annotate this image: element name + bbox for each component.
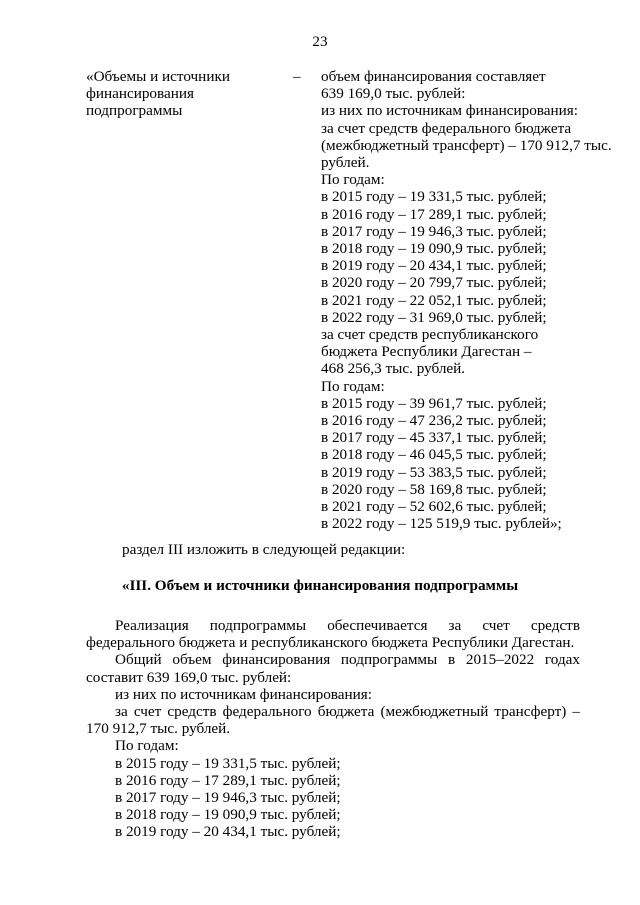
- passport-value-line: в 2020 году – 20 799,7 тыс. рублей;: [321, 274, 547, 292]
- passport-dash: –: [293, 68, 301, 85]
- paragraph-line: составит 639 169,0 тыс. рублей:: [86, 668, 292, 686]
- section-body: [86, 617, 580, 841]
- passport-label-line: «Объемы и источники: [86, 68, 230, 85]
- passport-value-line: (межбюджетный трансферт) – 170 912,7 тыс.: [321, 136, 612, 154]
- passport-value-line: бюджета Республики Дагестан –: [321, 343, 532, 361]
- passport-value-line: в 2015 году – 19 331,5 тыс. рублей;: [321, 188, 547, 206]
- paragraph-line: федерального бюджета и республиканского бюджета Республики Дагестан.: [86, 634, 575, 652]
- year-line: в 2015 году – 19 331,5 тыс. рублей;: [115, 754, 341, 772]
- passport-value-line: в 2015 году – 39 961,7 тыс. рублей;: [321, 394, 547, 412]
- paragraph-line: из них по источникам финансирования:: [115, 685, 372, 703]
- passport-value-line: По годам:: [321, 377, 385, 395]
- passport-value-line: в 2020 году – 58 169,8 тыс. рублей;: [321, 480, 547, 498]
- amendment-instruction: раздел III изложить в следующей редакции:: [122, 541, 406, 558]
- paragraph-line: 170 912,7 тыс. рублей.: [86, 720, 231, 738]
- passport-value-line: объем финансирования составляет: [321, 68, 546, 85]
- year-line: в 2017 году – 19 946,3 тыс. рублей;: [115, 789, 341, 807]
- passport-value-line: в 2018 году – 19 090,9 тыс. рублей;: [321, 240, 547, 258]
- passport-label: [86, 68, 276, 120]
- passport-value-line: рублей.: [321, 154, 370, 172]
- passport-value-line: в 2022 году – 125 519,9 тыс. рублей»;: [321, 515, 562, 533]
- passport-value-line: в 2022 году – 31 969,0 тыс. рублей;: [321, 308, 547, 326]
- passport-value-line: в 2018 году – 46 045,5 тыс. рублей;: [321, 446, 547, 464]
- passport-value: [321, 68, 611, 532]
- passport-label-line: финансирования: [86, 85, 194, 103]
- passport-value-line: в 2017 году – 45 337,1 тыс. рублей;: [321, 429, 547, 447]
- year-line: в 2016 году – 17 289,1 тыс. рублей;: [115, 771, 341, 789]
- passport-value-line: за счет средств республиканского: [321, 326, 539, 344]
- paragraph-line: за счет средств федерального бюджета (межбюджетный трансферт) –: [115, 703, 580, 721]
- year-line: в 2019 году – 20 434,1 тыс. рублей;: [115, 823, 341, 841]
- passport-value-line: 639 169,0 тыс. рублей:: [321, 85, 466, 103]
- passport-value-line: По годам:: [321, 171, 385, 189]
- section-heading: «III. Объем и источники финансирования подпрограммы: [121, 577, 519, 594]
- passport-value-line: в 2021 году – 52 602,6 тыс. рублей;: [321, 498, 547, 516]
- passport-value-line: в 2019 году – 53 383,5 тыс. рублей;: [321, 463, 547, 481]
- passport-value-line: в 2016 году – 17 289,1 тыс. рублей;: [321, 205, 547, 223]
- passport-label-line: подпрограммы: [86, 102, 183, 120]
- paragraph-line: Реализация подпрограммы обеспечивается за счет средств: [115, 617, 580, 634]
- year-line: в 2018 году – 19 090,9 тыс. рублей;: [115, 806, 341, 824]
- passport-value-line: из них по источникам финансирования:: [321, 102, 578, 120]
- paragraph-line: По годам:: [115, 737, 179, 755]
- passport-value-line: в 2016 году – 47 236,2 тыс. рублей;: [321, 412, 547, 430]
- passport-value-line: за счет средств федерального бюджета: [321, 119, 572, 137]
- passport-value-line: в 2021 году – 22 052,1 тыс. рублей;: [321, 291, 547, 309]
- passport-value-line: в 2019 году – 20 434,1 тыс. рублей;: [321, 257, 547, 275]
- passport-value-line: в 2017 году – 19 946,3 тыс. рублей;: [321, 222, 547, 240]
- page-number: 23: [312, 33, 328, 50]
- paragraph-line: Общий объем финансирования подпрограммы в 2015–2022 годах: [115, 651, 580, 669]
- passport-value-line: 468 256,3 тыс. рублей.: [321, 360, 466, 378]
